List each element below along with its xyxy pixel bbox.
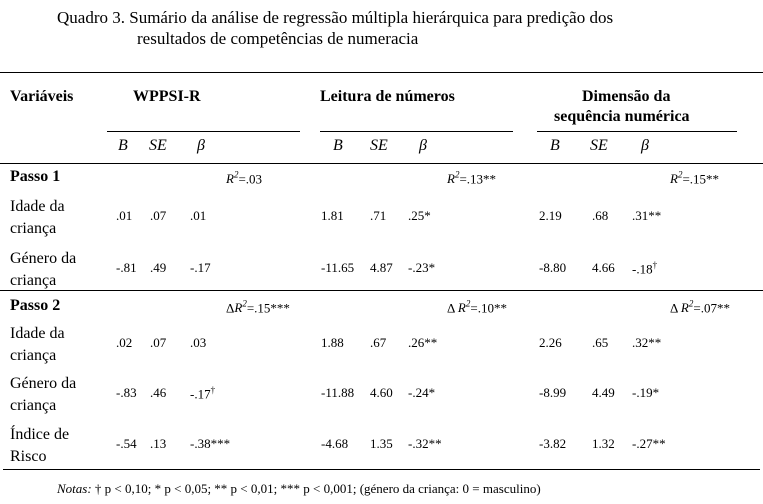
top-rule bbox=[0, 72, 763, 73]
variable-line-2: criança bbox=[10, 272, 57, 289]
cell-wppsi-beta: .03 bbox=[190, 335, 207, 350]
r2-value bbox=[447, 170, 496, 187]
cell-leitura-b: -11.88 bbox=[321, 385, 355, 400]
cell-dimensao-b: -3.82 bbox=[539, 436, 567, 451]
cell-leitura-b: 1.88 bbox=[321, 335, 344, 350]
cell-wppsi-b: -.83 bbox=[116, 385, 137, 400]
leitura-underline bbox=[320, 131, 513, 132]
r2-value bbox=[226, 170, 262, 187]
cell-wppsi-beta: -.17 bbox=[190, 260, 211, 275]
cell-dimensao-b: -8.80 bbox=[539, 260, 567, 275]
r2-number: =.07** bbox=[693, 300, 730, 316]
cell-wppsi-se: .13 bbox=[150, 436, 167, 451]
header-leitura: Leitura de números bbox=[320, 88, 455, 105]
r2-value bbox=[447, 299, 507, 316]
cell-leitura-b: 1.81 bbox=[321, 208, 344, 223]
cell-leitura-se: .71 bbox=[370, 208, 387, 223]
cell-leitura-se: 4.60 bbox=[370, 385, 393, 400]
cell-leitura-se: .67 bbox=[370, 335, 387, 350]
cell-leitura-beta: -.23* bbox=[408, 260, 436, 275]
cell-leitura-beta: -.32** bbox=[408, 436, 442, 451]
cell-leitura-beta: .25* bbox=[408, 208, 431, 223]
subheader-leitura-beta: β bbox=[419, 137, 427, 154]
variable-line-1: Idade da bbox=[10, 198, 65, 215]
cell-leitura-beta: .26** bbox=[408, 335, 438, 350]
r2-value bbox=[226, 299, 290, 316]
cell-dimensao-beta: -.18† bbox=[632, 260, 658, 277]
variable-line-2: criança bbox=[10, 220, 57, 237]
cell-dimensao-b: -8.99 bbox=[539, 385, 567, 400]
cell-dimensao-se: 4.66 bbox=[592, 260, 615, 275]
cell-dimensao-se: 1.32 bbox=[592, 436, 615, 451]
r2-symbol: $R^2$ bbox=[226, 170, 239, 187]
cell-wppsi-beta: -.38*** bbox=[190, 436, 231, 451]
subheader-wppsi-beta: β bbox=[197, 137, 205, 154]
r2-symbol: $R^2$ bbox=[457, 299, 471, 316]
cell-wppsi-b: -.54 bbox=[116, 436, 137, 451]
cell-leitura-se: 4.87 bbox=[370, 260, 393, 275]
variable-line-2: Risco bbox=[10, 448, 47, 465]
cell-wppsi-se: .49 bbox=[150, 260, 167, 275]
r2-prefix: Δ bbox=[226, 300, 235, 316]
r2-symbol: $R^2$ bbox=[234, 299, 247, 316]
cell-dimensao-beta: .32** bbox=[632, 335, 662, 350]
r2-symbol: $R^2$ bbox=[447, 170, 460, 187]
subheader-dimensao-se: SE bbox=[590, 137, 608, 154]
subheader-dimensao-beta: β bbox=[641, 137, 649, 154]
header-dimensao-2: sequência numérica bbox=[554, 108, 690, 125]
cell-wppsi-beta: -.17† bbox=[190, 385, 216, 402]
caption-line-1: Quadro 3. Sumário da análise de regressão múltipla hierárquica para predição dos bbox=[57, 8, 614, 27]
cell-wppsi-b: -.81 bbox=[116, 260, 137, 275]
cell-leitura-beta: -.24* bbox=[408, 385, 436, 400]
notes bbox=[57, 481, 541, 497]
caption-line-2: resultados de competências de numeracia bbox=[137, 29, 419, 48]
r2-value bbox=[670, 170, 719, 187]
variable-name bbox=[10, 323, 65, 367]
cell-wppsi-b: .02 bbox=[116, 335, 133, 350]
variable-name bbox=[10, 196, 65, 240]
r2-symbol: $R^2$ bbox=[680, 299, 694, 316]
notes-text: † p < 0,10; * p < 0,05; ** p < 0,01; *** p < 0,001; (género da criança: 0 = masculino) bbox=[94, 481, 541, 496]
subheader-wppsi-b: B bbox=[118, 137, 128, 154]
variable-name bbox=[10, 424, 69, 468]
cell-leitura-se: 1.35 bbox=[370, 436, 393, 451]
r2-number: =.15*** bbox=[246, 300, 290, 316]
cell-dimensao-se: 4.49 bbox=[592, 385, 615, 400]
cell-dimensao-se: .65 bbox=[592, 335, 609, 350]
variable-line-2: criança bbox=[10, 347, 57, 364]
step-label: Passo 1 bbox=[10, 168, 61, 185]
header-wppsi: WPPSI-R bbox=[133, 88, 201, 105]
r2-number: =.03 bbox=[238, 171, 263, 187]
r2-number: =.15** bbox=[682, 171, 720, 187]
subheader-wppsi-se: SE bbox=[149, 137, 167, 154]
cell-wppsi-b: .01 bbox=[116, 208, 133, 223]
variable-name bbox=[10, 248, 76, 292]
variable-line-1: Idade da bbox=[10, 325, 65, 342]
variable-line-1: Índice de bbox=[10, 426, 70, 443]
cell-wppsi-se: .46 bbox=[150, 385, 167, 400]
variable-name bbox=[10, 373, 76, 417]
r2-number: =.13** bbox=[459, 171, 497, 187]
cell-dimensao-b: 2.26 bbox=[539, 335, 562, 350]
cell-wppsi-se: .07 bbox=[150, 335, 167, 350]
subheader-leitura-se: SE bbox=[370, 137, 388, 154]
subheader-leitura-b: B bbox=[333, 137, 343, 154]
cell-dimensao-beta: -.19* bbox=[632, 385, 660, 400]
wppsi-underline bbox=[107, 131, 300, 132]
cell-leitura-b: -4.68 bbox=[321, 436, 349, 451]
cell-dimensao-b: 2.19 bbox=[539, 208, 562, 223]
r2-prefix: Δ bbox=[670, 300, 681, 316]
r2-prefix: Δ bbox=[447, 300, 458, 316]
cell-dimensao-se: .68 bbox=[592, 208, 609, 223]
r2-number: =.10** bbox=[470, 300, 507, 316]
subheader-rule bbox=[0, 163, 763, 164]
variable-line-1: Género da bbox=[10, 250, 77, 267]
step-rule bbox=[0, 290, 763, 291]
subheader-dimensao-b: B bbox=[550, 137, 560, 154]
header-variables: Variáveis bbox=[10, 88, 74, 105]
variable-line-1: Género da bbox=[10, 375, 77, 392]
cell-dimensao-beta: -.27** bbox=[632, 436, 666, 451]
cell-dimensao-beta: .31** bbox=[632, 208, 662, 223]
cell-wppsi-se: .07 bbox=[150, 208, 167, 223]
r2-value bbox=[670, 299, 730, 316]
dimensao-underline bbox=[537, 131, 737, 132]
header-dimensao-1: Dimensão da bbox=[582, 88, 671, 105]
variable-line-2: criança bbox=[10, 397, 57, 414]
bottom-rule bbox=[3, 469, 760, 470]
step-label: Passo 2 bbox=[10, 297, 61, 314]
cell-wppsi-beta: .01 bbox=[190, 208, 207, 223]
notes-label: Notas: bbox=[57, 481, 92, 496]
cell-leitura-b: -11.65 bbox=[321, 260, 355, 275]
r2-symbol: $R^2$ bbox=[670, 170, 683, 187]
